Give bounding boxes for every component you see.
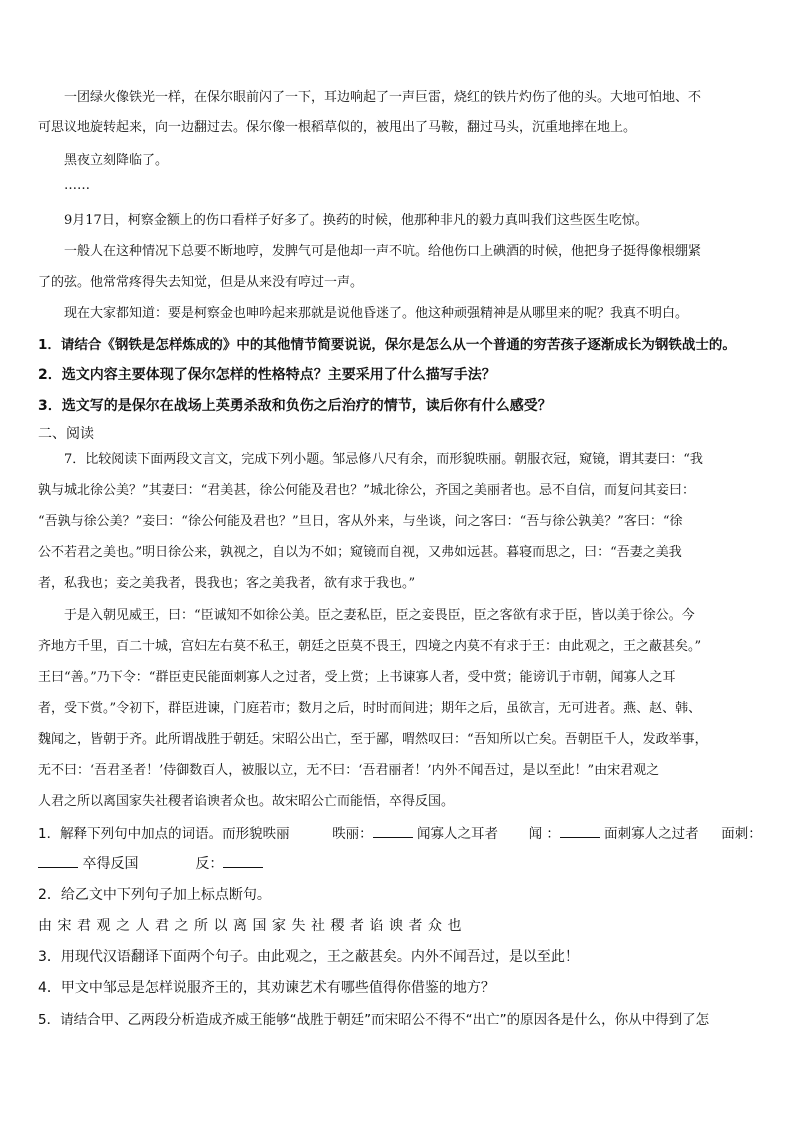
- classical-line-3: “吾孰与徐公美？”妾曰：“徐公何能及君也？”旦日，客从外来，与坐谈，问之客曰：“吾与徐公孰美？”客曰：“徐: [38, 514, 683, 529]
- classical-line-9: 者，受下赏。”令初下，群臣进谏，门庭若市；数月之后，时时而间进；期年之后，虽欲言，无可进者。燕、赵、韩、: [38, 701, 702, 716]
- answer-blank-yili[interactable]: [373, 825, 413, 838]
- classical-line-7: 齐地方千里，百二十城，宫妇左右莫不私王，朝廷之臣莫不畏王，四境之内莫不有求于王：由此观之，王之蔽甚矣。”: [38, 639, 702, 654]
- question-b-2-sentence: 由宋君观之人君之所以离国家失社稷者谄谀者众也: [38, 918, 467, 934]
- section-title: 二、阅读: [38, 426, 94, 442]
- term-mianci-sentence: 面刺寡人之过者: [604, 826, 699, 842]
- question-b-1-line1: [38, 822, 762, 842]
- classical-line-12: 人君之所以离国家失社稷者谄谀者众也。故宋昭公亡而能悟，卒得反国。: [38, 794, 455, 809]
- question-b-3: 3．用现代汉语翻译下面两个句子。由此观之，王之蔽甚矣。内外不闻吾过，是以至此！: [38, 949, 579, 965]
- question-a-1: 1．请结合《钢铁是怎样炼成的》中的其他情节简要说说，保尔是怎么从一个普通的穷苦孩子逐渐成长为钢铁战士的。: [38, 337, 736, 353]
- question-b-1-prompt: 1．解释下列句中加点的词语。而形貌昳丽: [38, 826, 290, 842]
- passage-p3: 9月17日，柯察金额上的伤口看样子好多了。换药的时候，他那种非凡的毅力真叫我们这些医生吃惊。: [64, 213, 648, 228]
- classical-line-4: 公不若君之美也。”明日徐公来，孰视之，自以为不如；窥镜而自视，又弗如远甚。暮寝而思之，曰：“吾妻之美我: [38, 545, 682, 560]
- passage-p2: 黑夜立刻降临了。: [64, 153, 169, 168]
- classical-line-5: 者，私我也；妾之美我者，畏我也；客之美我者，欲有求于我也。”: [38, 576, 416, 591]
- passage-p4-line2: 了的弦。他常常疼得失去知觉，但是从来没有哼过一声。: [38, 275, 364, 290]
- term-fan-sentence: 卒得反国: [82, 856, 139, 872]
- term-wen-sentence: 闻寡人之耳者: [416, 826, 498, 842]
- classical-line-6: 于是入朝见威王，曰：“臣诚知不如徐公美。臣之妻私臣，臣之妾畏臣，臣之客欲有求于臣，皆以美于徐公。今: [64, 608, 695, 623]
- passage-p1-line2: 可思议地旋转起来，向一边翻过去。保尔像一根稻草似的，被甩出了马鞍，翻过马头，沉重地摔在地上。: [38, 120, 637, 135]
- passage-p1-line1: 一团绿火像铁光一样，在保尔眼前闪了一下，耳边响起了一声巨雷，烧红的铁片灼伤了他的头。大地可怕地、不: [64, 90, 702, 105]
- term-yili-label: 昳丽：: [332, 826, 373, 842]
- passage-p5: 现在大家都知道：要是柯察金也呻吟起来那就是说他昏迷了。他这种顽强精神是从哪里来的呢？我真不明白。: [64, 306, 689, 321]
- term-mianci-label: 面刺：: [721, 826, 762, 842]
- term-wen-label: 闻 ：: [528, 826, 560, 842]
- question-b-1-line2: [38, 853, 263, 873]
- classical-line-8: 王曰“善。”乃下令：“群臣吏民能面刺寡人之过者，受上赏；上书谏寡人者，受中赏；能谤讥于市朝，闻寡人之耳: [38, 670, 676, 685]
- question-b-5: 5．请结合甲、乙两段分析造成齐威王能够“战胜于朝廷”而宋昭公不得不“出亡”的原因各是什么，你从中得到了怎: [38, 1012, 710, 1028]
- passage-p4-line1: 一般人在这种情况下总要不断地哼，发脾气可是他却一声不吭。给他伤口上碘酒的时候，他把身子挺得像根绷紧: [64, 244, 702, 259]
- classical-line-1: 7．比较阅读下面两段文言文，完成下列小题。邹忌修八尺有余，而形貌昳丽。朝服衣冠，窥镜，谓其妻曰：“我: [64, 452, 703, 467]
- classical-line-11: 无不曰：‘吾君圣者！’侍御数百人，被服以立，无不曰：‘吾君丽者！’内外不闻吾过，是以至此！”由宋君观之: [38, 763, 660, 778]
- answer-blank-mianci[interactable]: [38, 855, 78, 868]
- classical-line-2: 孰与城北徐公美？”其妻曰：“君美甚，徐公何能及君也？”城北徐公，齐国之美丽者也。忌不自信，而复问其妾曰：: [38, 483, 695, 498]
- question-a-3: 3．选文写的是保尔在战场上英勇杀敌和负伤之后治疗的情节，读后你有什么感受？: [38, 398, 552, 414]
- term-fan-label: 反：: [195, 856, 224, 872]
- answer-blank-wen[interactable]: [560, 825, 600, 838]
- passage-ellipsis: ……: [64, 178, 90, 193]
- question-b-2: 2．给乙文中下列句子加上标点断句。: [38, 887, 271, 903]
- answer-blank-fan[interactable]: [223, 855, 263, 868]
- question-b-4: 4．甲文中邹忌是怎样说服齐王的，其劝谏艺术有哪些值得你借鉴的地方？: [38, 980, 495, 996]
- question-a-2: 2．选文内容主要体现了保尔怎样的性格特点？主要采用了什么描写手法？: [38, 367, 496, 383]
- classical-line-10: 魏闻之，皆朝于齐。此所谓战胜于朝廷。宋昭公出亡，至于鄙，喟然叹曰：“吾知所以亡矣。吾朝臣千人，发政举事，: [38, 732, 708, 747]
